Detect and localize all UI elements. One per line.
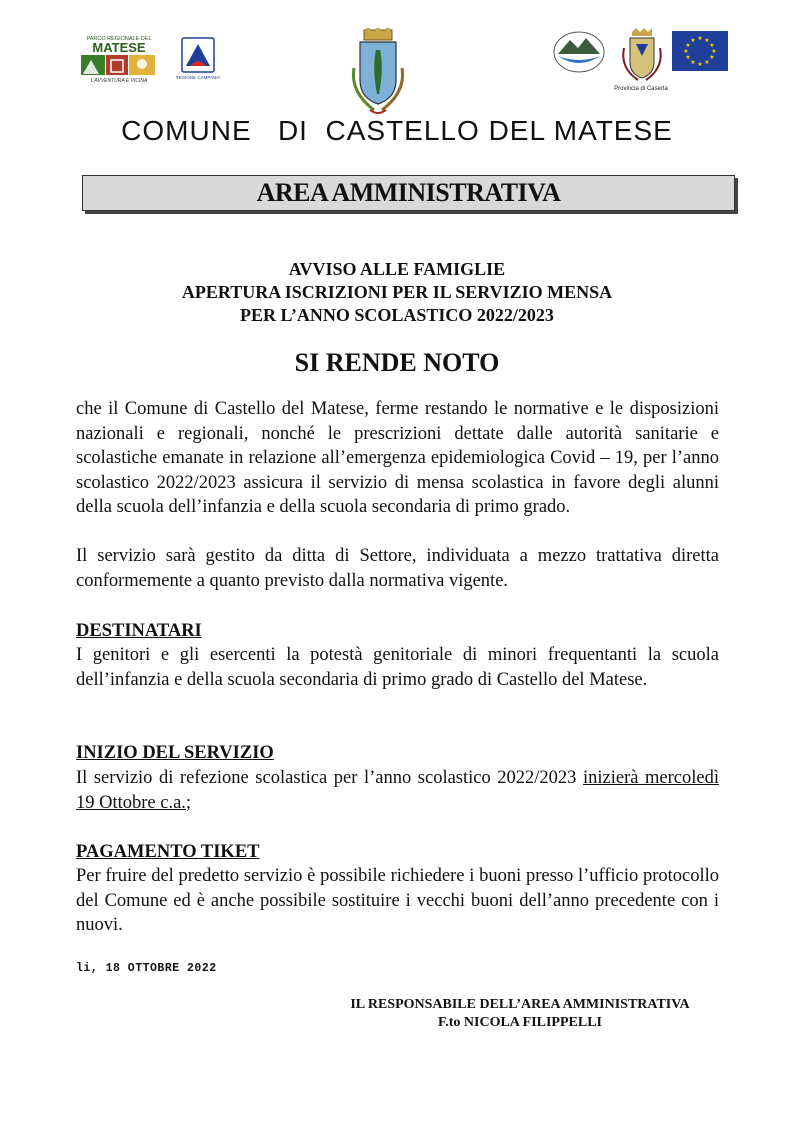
parco-logo-line1: PARCO REGIONALE DEL	[86, 36, 152, 42]
inizio-servizio-title: INIZIO DEL SERVIZIO	[76, 743, 274, 763]
inizio-servizio-text-plain: Il servizio di refezione scolastica per l’anno scolastico 2022/2023	[76, 768, 583, 788]
destinatari-title: DESTINATARI	[76, 621, 202, 641]
svg-text:★: ★	[690, 59, 696, 66]
signature-block	[320, 996, 720, 1032]
pagamento-title: PAGAMENTO TIKET	[76, 842, 260, 862]
notice-heading-line: PER L’ANNO SCOLASTICO 2022/2023	[240, 305, 554, 325]
svg-text:★: ★	[683, 48, 689, 55]
provincia-logo-label: Provincia di Caserta	[614, 86, 668, 92]
signature-name: F.to NICOLA FILIPPELLI	[437, 1015, 602, 1030]
parco-logo-line2: MATESE	[92, 40, 146, 55]
regione-logo-label: REGIONE CAMPANIA	[176, 75, 220, 80]
notice-heading-line: AVVISO ALLE FAMIGLIE	[288, 259, 506, 279]
inizio-servizio-date: inizierà mercoledì 19 Ottobre c.a.;	[76, 768, 719, 813]
si-rende-noto-heading: SI RENDE NOTO	[294, 348, 500, 377]
eu-flag-logo	[672, 31, 728, 71]
area-title: AREA AMMINISTRATIVA	[256, 178, 561, 207]
parco-logo-tagline: L'AVVENTURA E VICINA	[90, 78, 148, 84]
notice-heading	[0, 258, 794, 327]
date-line: li, 18 OTTOBRE 2022	[76, 962, 217, 975]
provincia-caserta-logo	[610, 28, 672, 92]
regione-campania-logo	[176, 36, 220, 82]
svg-text:★: ★	[685, 54, 691, 61]
svg-text:★: ★	[709, 54, 715, 61]
lago-matese-logo	[552, 30, 606, 74]
pagamento-text: Per fruire del predetto servizio è possibile richiedere i buoni presso l’ufficio protocollo del Comune ed è anche possibile sostituire i vecchi buoni dell’anno precedente con i nuovi.	[76, 866, 719, 935]
area-amministrativa-banner	[82, 175, 735, 211]
svg-text:★: ★	[697, 35, 703, 42]
parco-matese-logo	[79, 34, 159, 84]
inizio-servizio-text	[76, 766, 719, 815]
service-paragraph: Il servizio sarà gestito da ditta di Settore, individuata a mezzo trattativa diretta conformemente a quanto previsto dalla normativa vigente.	[76, 546, 719, 591]
svg-text:★: ★	[704, 59, 710, 66]
comune-title: COMUNE DI CASTELLO DEL MATESE	[121, 115, 673, 146]
svg-text:★: ★	[704, 37, 710, 44]
intro-paragraph: che il Comune di Castello del Matese, ferme restando le normative e le disposizioni nazionali e regionali, nonché le prescrizioni dettate dalle autorità sanitarie e scolastiche emanate in relazione all’emergenza epidemiologica Covid – 19, per l’anno scolastico 2022/2023 assicura il servizio di mensa scolastica in favore degli alunni della scuola dell’infanzia e della scuola secondaria di primo grado.	[76, 399, 719, 517]
svg-text:★: ★	[697, 61, 703, 68]
svg-text:★: ★	[711, 48, 717, 55]
notice-heading-line: APERTURA ISCRIZIONI PER IL SERVIZIO MENSA	[181, 282, 613, 302]
destinatari-text: I genitori e gli esercenti la potestà genitoriale di minori frequentanti la scuola dell’infanzia e della scuola secondaria di primo grado di Castello del Matese.	[76, 645, 719, 690]
svg-text:★: ★	[690, 37, 696, 44]
comune-coat-of-arms	[346, 28, 410, 118]
svg-text:★: ★	[685, 42, 691, 49]
svg-text:★: ★	[709, 42, 715, 49]
signature-role: IL RESPONSABILE DELL’AREA AMMINISTRATIVA	[350, 997, 690, 1012]
